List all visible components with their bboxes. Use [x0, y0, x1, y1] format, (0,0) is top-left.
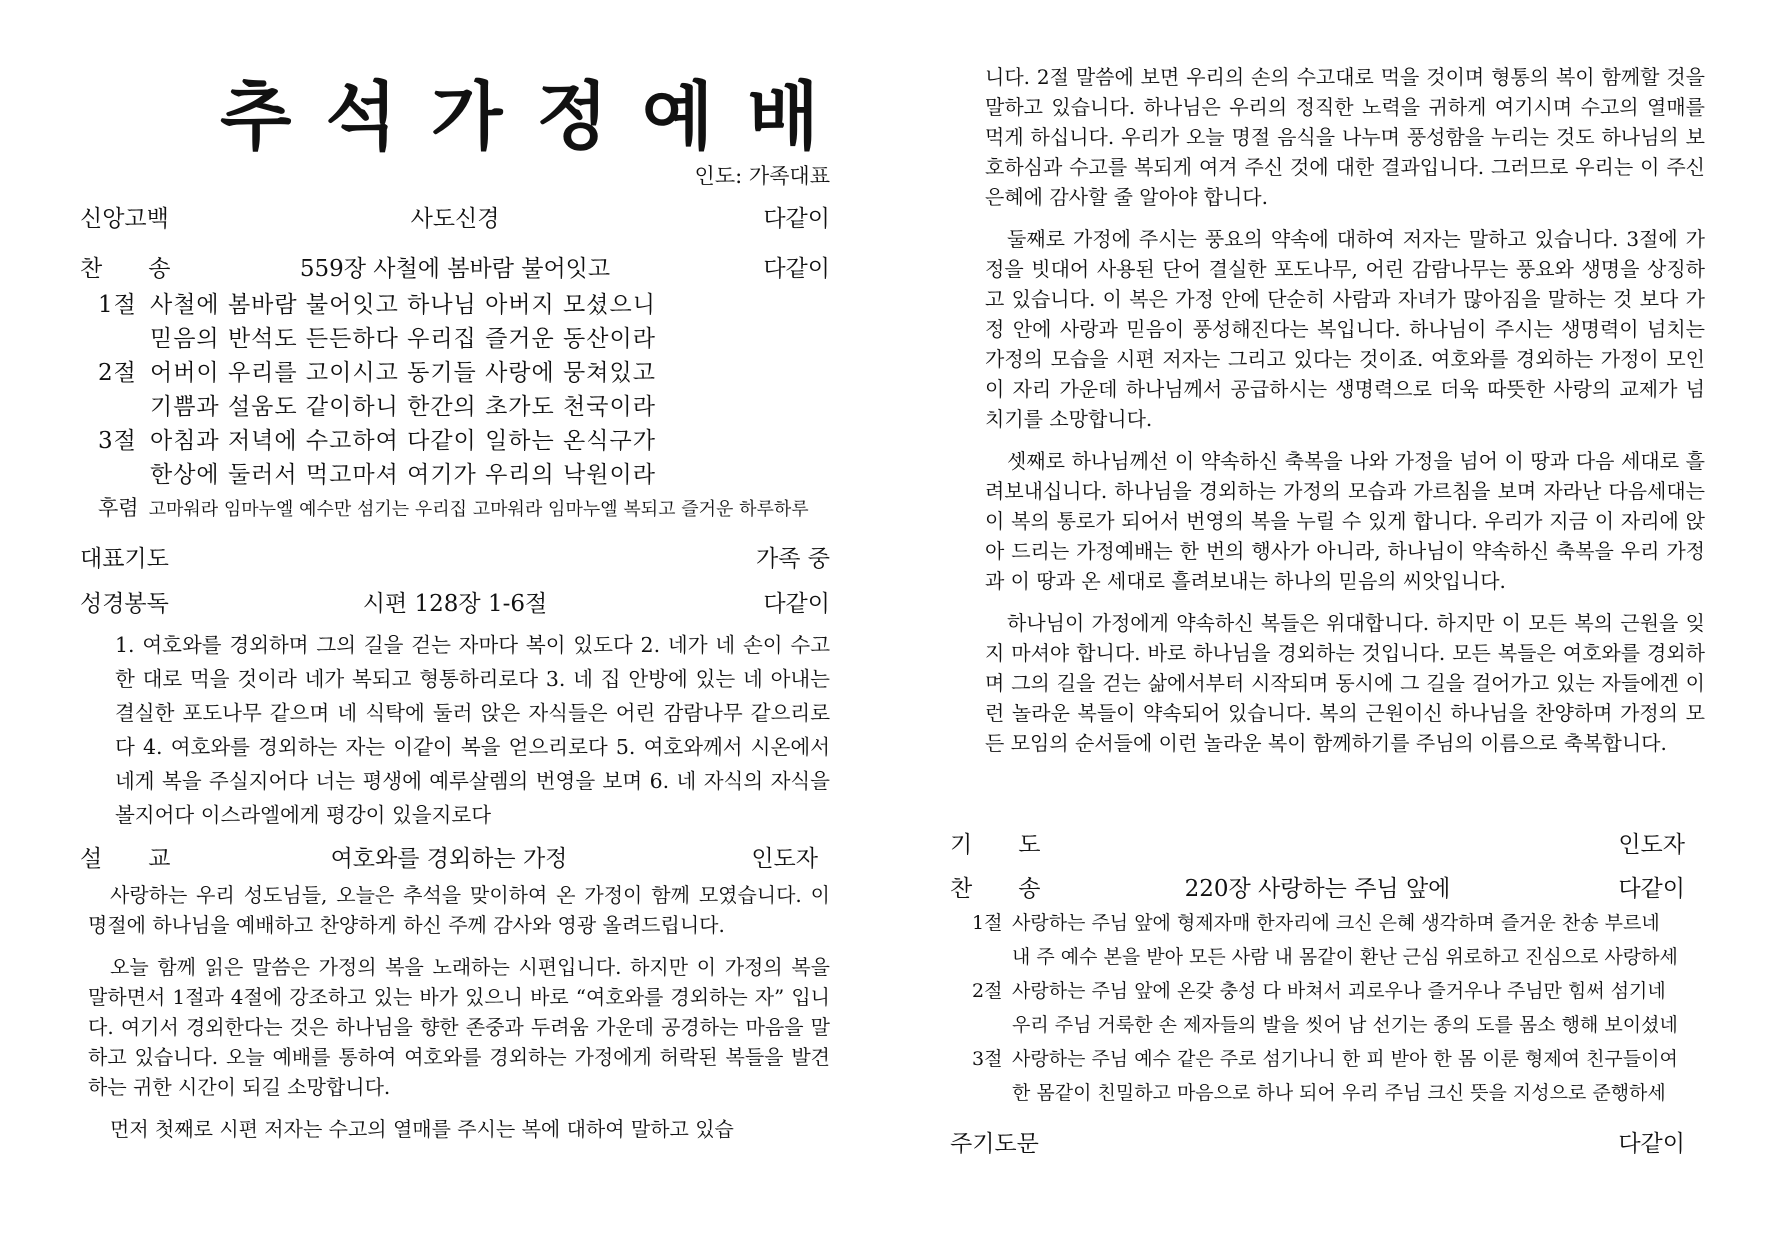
order-leader: 다같이	[1618, 1131, 1685, 1157]
hymn-verse-line: 2절 어버이 우리를 고이시고 동기들 사랑에 뭉쳐있고	[98, 360, 656, 386]
order-leader: 다같이	[1618, 876, 1685, 902]
hymn-verse-line: 한상에 둘러서 먹고마셔 여기가 우리의 낙원이라	[150, 462, 656, 488]
order-label: 성경봉독	[80, 591, 169, 617]
order-label: 기 도	[950, 832, 1041, 858]
order-leader: 가족 중	[756, 546, 830, 572]
sermon-paragraph: 니다. 2절 말씀에 보면 우리의 손의 수고대로 먹을 것이며 형통의 복이 함께할 것을 말하고 있습니다. 하나님은 우리의 정직한 노력을 귀하게 여기시며 수고의 열매를 먹게 하십니다. 우리가 오늘 명절 음식을 나누며 풍성함을 누리는 것도 하나님의 보호하심과 수고를 복되게 여겨 주신 것에 대한 결과입니다. 그러므로 우리는 이 주신 은혜에 감사할 줄 알아야 합니다.	[985, 65, 1705, 209]
chorus-text: 고마워라 임마누엘 예수만 섬기는 우리집 고마워라 임마누엘 복되고 즐거운 하루하루	[148, 499, 809, 520]
sermon-paragraph: 오늘 함께 읽은 말씀은 가정의 복을 노래하는 시편입니다. 하지만 이 가정의 복을 말하면서 1절과 4절에 강조하고 있는 바가 있으니 바로 “여호와를 경외하는 자” 입니다. 여기서 경외한다는 것은 하나님을 향한 존중과 두려움 가운데 공경하는 마음을 말하고 있습니다. 오늘 예배를 통하여 여호와를 경외하는 가정에게 허락된 복들을 발견하는 귀한 시간이 되길 소망합니다.	[88, 955, 830, 1099]
hymn-chorus	[98, 492, 809, 522]
hymn-verse-line: 내 주 예수 본을 받아 모든 사람 내 몸같이 환난 근심 위로하고 진심으로 사랑하세	[1012, 946, 1678, 968]
order-label: 주기도문	[950, 1131, 1039, 1157]
sermon-paragraph: 사랑하는 우리 성도님들, 오늘은 추석을 맞이하여 온 가정이 함께 모였습니다. 이 명절에 하나님을 예배하고 찬양하게 하신 주께 감사와 영광 올려드립니다.	[88, 883, 830, 937]
order-label: 신앙고백	[80, 206, 169, 232]
hymn-verse-line: 2절 사랑하는 주님 앞에 온갖 충성 다 바쳐서 괴로우나 즐거우나 주님만 힘써 섬기네	[972, 980, 1666, 1002]
sermon-body-continued	[985, 62, 1705, 770]
page-title: 추석가정예배	[220, 74, 853, 160]
sermon-body	[88, 880, 830, 1156]
order-content: 여호와를 경외하는 가정	[330, 846, 568, 872]
order-content: 559장 사철에 봄바람 불어잇고	[299, 256, 611, 282]
order-prayer	[80, 540, 830, 572]
order-leader: 다같이	[763, 206, 830, 232]
order-label: 대표기도	[80, 546, 169, 572]
hymn-verse-line: 1절 사철에 봄바람 불어잇고 하나님 아버지 모셨으니	[98, 292, 656, 318]
hymn-verse-line: 기쁨과 설움도 같이하니 한간의 초가도 천국이라	[150, 394, 656, 420]
hymn-verse-line: 한 몸같이 친밀하고 마음으로 하나 되어 우리 주님 크신 뜻을 지성으로 준행하세	[1012, 1082, 1666, 1104]
hymn-verse-line: 1절 사랑하는 주님 앞에 형제자매 한자리에 크신 은혜 생각하며 즐거운 찬송 부르네	[972, 912, 1660, 934]
order-content: 220장 사랑하는 주님 앞에	[1184, 876, 1451, 902]
order-hymn-2	[950, 870, 1685, 902]
hymn-verse-line: 3절 아침과 저녁에 수고하여 다같이 일하는 온식구가	[98, 428, 656, 454]
order-label: 찬 송	[950, 876, 1041, 902]
sermon-paragraph: 먼저 첫째로 시편 저자는 수고의 열매를 주시는 복에 대하여 말하고 있습	[110, 1117, 734, 1141]
hymn-verse-line: 믿음의 반석도 든든하다 우리집 즐거운 동산이라	[150, 326, 656, 352]
order-label: 찬 송	[80, 256, 171, 282]
sermon-paragraph: 둘째로 가정에 주시는 풍요의 약속에 대하여 저자는 말하고 있습니다. 3절에 가정을 빗대어 사용된 단어 결실한 포도나무, 어린 감람나무는 풍요와 생명을 상징하고 있습니다. 이 복은 가정 안에 단순히 사람과 자녀가 많아짐을 말하는 것 보다 가정 안에 사랑과 믿음이 풍성해진다는 복입니다. 하나님이 주시는 생명력이 넘치는 가정의 모습을 시편 저자는 그리고 있다는 것이죠. 여호와를 경외하는 가정이 모인 이 자리 가운데 하나님께서 공급하시는 생명력으로 더욱 따뜻한 사랑의 교제가 넘치기를 소망합니다.	[985, 227, 1705, 431]
order-sermon	[80, 840, 818, 872]
order-closing-prayer	[950, 826, 1685, 858]
chorus-label: 후렴	[98, 496, 139, 520]
sermon-paragraph: 셋째로 하나님께선 이 약속하신 축복을 나와 가정을 넘어 이 땅과 다음 세대로 흘려보내십니다. 하나님을 경외하는 가정의 모습과 가르침을 보며 자라난 다음세대는 이 복의 통로가 되어서 번영의 복을 누릴 수 있게 합니다. 우리가 지금 이 자리에 앉아 드리는 가정예배는 한 번의 행사가 아니라, 하나님이 약속하신 축복을 우리 가정과 이 땅과 온 세대로 흘려보내는 하나의 믿음의 씨앗입니다.	[985, 449, 1705, 593]
order-creed	[80, 200, 830, 232]
order-leader: 다같이	[763, 256, 830, 282]
sermon-paragraph: 하나님이 가정에게 약속하신 복들은 위대합니다. 하지만 이 모든 복의 근원을 잊지 마셔야 합니다. 바로 하나님을 경외하는 것입니다. 모든 복들은 여호와를 경외하며 그의 길을 걷는 삶에서부터 시작되며 동시에 그 길을 걸어가고 있는 자들에겐 이런 놀라운 복들이 약속되어 있습니다. 복의 근원이신 하나님을 찬양하며 가정의 모든 모임의 순서들에 이런 놀라운 복이 함께하기를 주님의 이름으로 축복합니다.	[985, 611, 1705, 755]
order-content: 시편 128장 1-6절	[362, 591, 548, 617]
order-reading	[80, 585, 830, 617]
order-lords-prayer	[950, 1125, 1685, 1157]
scripture-text: 1. 여호와를 경외하며 그의 길을 걷는 자마다 복이 있도다 2. 네가 네 손이 수고한 대로 먹을 것이라 네가 복되고 형통하리로다 3. 네 집 안방에 있는 네 아내는 결실한 포도나무 같으며 네 식탁에 둘러 앉은 자식들은 어린 감람나무 같으리로다 4. 여호와를 경외하는 자는 이같이 복을 얻으리로다 5. 여호와께서 시온에서 네게 복을 주실지어다 너는 평생에 예루살렘의 번영을 보며 6. 네 자식의 자식을 볼지어다 이스라엘에게 평강이 있을지로다	[115, 633, 830, 827]
leader-note: 인도: 가족대표	[694, 164, 830, 188]
order-leader: 인도자	[1618, 832, 1685, 858]
hymn-verse-line: 우리 주님 거룩한 손 제자들의 발을 씻어 남 선기는 종의 도를 몸소 행해 보이셨네	[1012, 1014, 1678, 1036]
order-leader: 다같이	[763, 591, 830, 617]
hymn-verse-line: 3절 사랑하는 주님 예수 같은 주로 섬기나니 한 피 받아 한 몸 이룬 형제여 친구들이여	[972, 1048, 1678, 1070]
order-hymn	[80, 250, 830, 282]
order-content: 사도신경	[410, 206, 500, 232]
order-label: 설 교	[80, 846, 171, 872]
order-leader: 인도자	[751, 846, 818, 872]
